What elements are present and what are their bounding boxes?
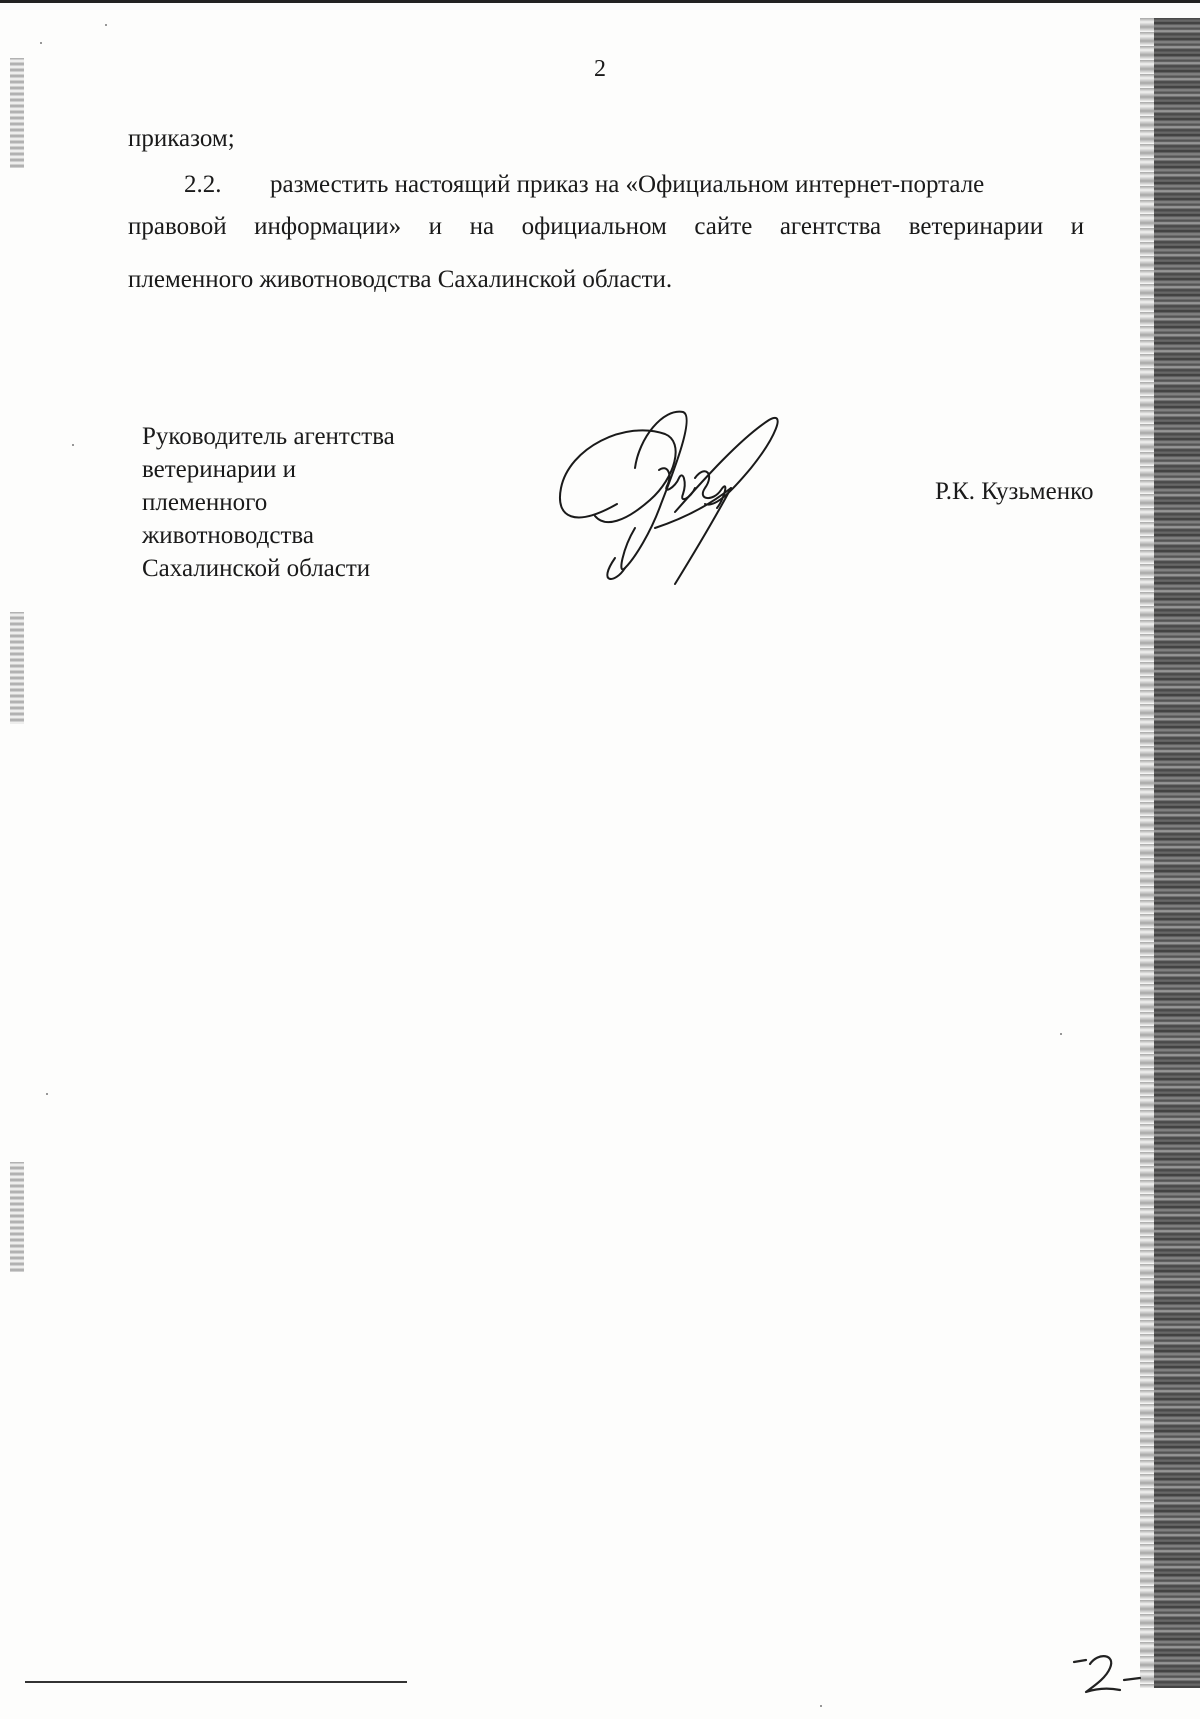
body-line: правовой информации» и на официальном сайте агентства ветеринарии и [128, 213, 1084, 240]
scan-speck [105, 24, 107, 26]
scan-edge-left-mark [10, 58, 24, 168]
scan-edge-left-mark [10, 1162, 24, 1272]
body-line: племенного животноводства Сахалинской области. [128, 266, 673, 293]
signer-title [142, 420, 482, 585]
scan-speck [46, 1093, 48, 1095]
signer-title-line: ветеринарии и [142, 456, 297, 483]
scan-edge-right [1154, 18, 1200, 1688]
body-line: разместить настоящий приказ на «Официальном интернет-портале [270, 171, 985, 198]
scan-speck [40, 42, 42, 44]
scan-edge-right-shadow [1140, 18, 1154, 1688]
signer-title-line: животноводства [142, 522, 314, 549]
page-number: 2 [594, 56, 606, 82]
body-line: приказом; [128, 125, 235, 152]
signer-title-line: Руководитель агентства [142, 423, 395, 450]
signer-title-line: Сахалинской области [142, 555, 371, 582]
scan-speck [1060, 1033, 1062, 1035]
signer-name: Р.К. Кузьменко [935, 478, 1094, 505]
item-number: 2.2. [184, 171, 222, 198]
footer-rule [25, 1681, 407, 1683]
signer-title-line: племенного [142, 489, 268, 516]
handwritten-sheet-number [1072, 1648, 1142, 1698]
handwritten-signature [555, 408, 795, 586]
scan-speck [72, 444, 74, 446]
scan-speck [820, 1705, 822, 1707]
scan-edge-left-mark [10, 612, 24, 724]
scan-edge-top [0, 0, 1200, 3]
